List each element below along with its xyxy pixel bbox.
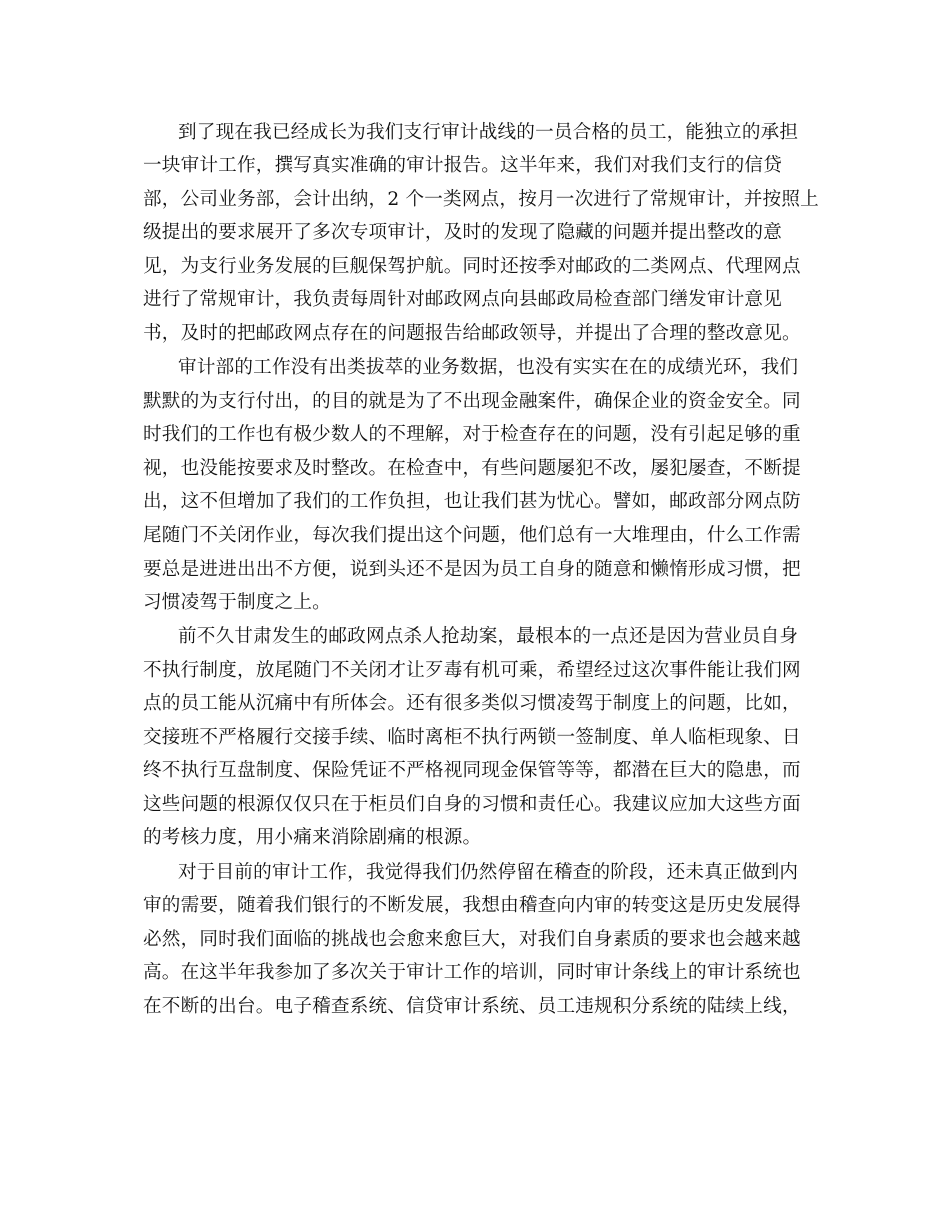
text-line: 点的员工能从沉痛中有所体会。还有很多类似习惯凌驾于制度上的问题，比如， [143, 693, 801, 714]
text-line: 进行了常规审计，我负责每周针对邮政网点向县邮政局检查部门缮发审计意见 [143, 289, 782, 310]
text-line: 高。在这半年我参加了多次关于审计工作的培训，同时审计条线上的审计系统也 [143, 962, 801, 983]
text-line: 的考核力度，用小痛来消除剧痛的根源。 [143, 827, 482, 848]
text-line: 前不久甘肃发生的邮政网点杀人抢劫案，最根本的一点还是因为营业员自身 [178, 626, 799, 647]
text-line: 部，公司业务部，会计出纳，2 个一类网点，按月一次进行了常规审计，并按照上 [143, 189, 819, 210]
text-line: 要总是进进出出不方便，说到头还不是因为员工自身的随意和懒惰形成习惯，把 [143, 559, 801, 580]
text-line: 出，这不但增加了我们的工作负担，也让我们甚为忧心。譬如，邮政部分网点防 [143, 491, 801, 512]
text-line: 时我们的工作也有极少数人的不理解，对于检查存在的问题，没有引起足够的重 [143, 424, 801, 445]
text-line: 习惯凌驾于制度之上。 [143, 592, 331, 613]
text-line: 级提出的要求展开了多次专项审计，及时的发现了隐藏的问题并提出整改的意 [143, 222, 782, 243]
text-line: 书，及时的把邮政网点存在的问题报告给邮政领导，并提出了合理的整改意见。 [143, 323, 801, 344]
text-line: 这些问题的根源仅仅只在于柜员们自身的习惯和责任心。我建议应加大这些方面 [143, 794, 801, 815]
text-line: 对于目前的审计工作，我觉得我们仍然停留在稽查的阶段，还未真正做到内 [178, 862, 799, 883]
text-line: 在不断的出台。电子稽查系统、信贷审计系统、员工违规积分系统的陆续上线， [143, 996, 801, 1017]
text-line: 到了现在我已经成长为我们支行审计战线的一员合格的员工，能独立的承担 [178, 122, 799, 143]
text-line: 终不执行互盘制度、保险凭证不严格视同现金保管等等，都潜在巨大的隐患，而 [143, 760, 801, 781]
text-line: 审计部的工作没有出类拔萃的业务数据，也没有实实在在的成绩光环，我们 [178, 357, 799, 378]
text-line: 见，为支行业务发展的巨舰保驾护航。同时还按季对邮政的二类网点、代理网点 [143, 256, 801, 277]
text-line: 一块审计工作，撰写真实准确的审计报告。这半年来，我们对我们支行的信贷 [143, 155, 782, 176]
text-line: 交接班不严格履行交接手续、临时离柜不执行两锁一签制度、单人临柜现象、日 [143, 727, 801, 748]
text-line: 不执行制度，放尾随门不关闭才让歹毒有机可乘，希望经过这次事件能让我们网 [143, 660, 801, 681]
text-line: 必然，同时我们面临的挑战也会愈来愈巨大，对我们自身素质的要求也会越来越 [143, 929, 801, 950]
text-line: 审的需要，随着我们银行的不断发展，我想由稽查向内审的转变这是历史发展得 [143, 895, 801, 916]
text-line: 视，也没能按要求及时整改。在检查中，有些问题屡犯不改，屡犯屡查，不断提 [143, 458, 801, 479]
text-line: 默默的为支行付出，的目的就是为了不出现金融案件，确保企业的资金安全。同 [143, 391, 801, 412]
text-line: 尾随门不关闭作业，每次我们提出这个问题，他们总有一大堆理由，什么工作需 [143, 525, 801, 546]
